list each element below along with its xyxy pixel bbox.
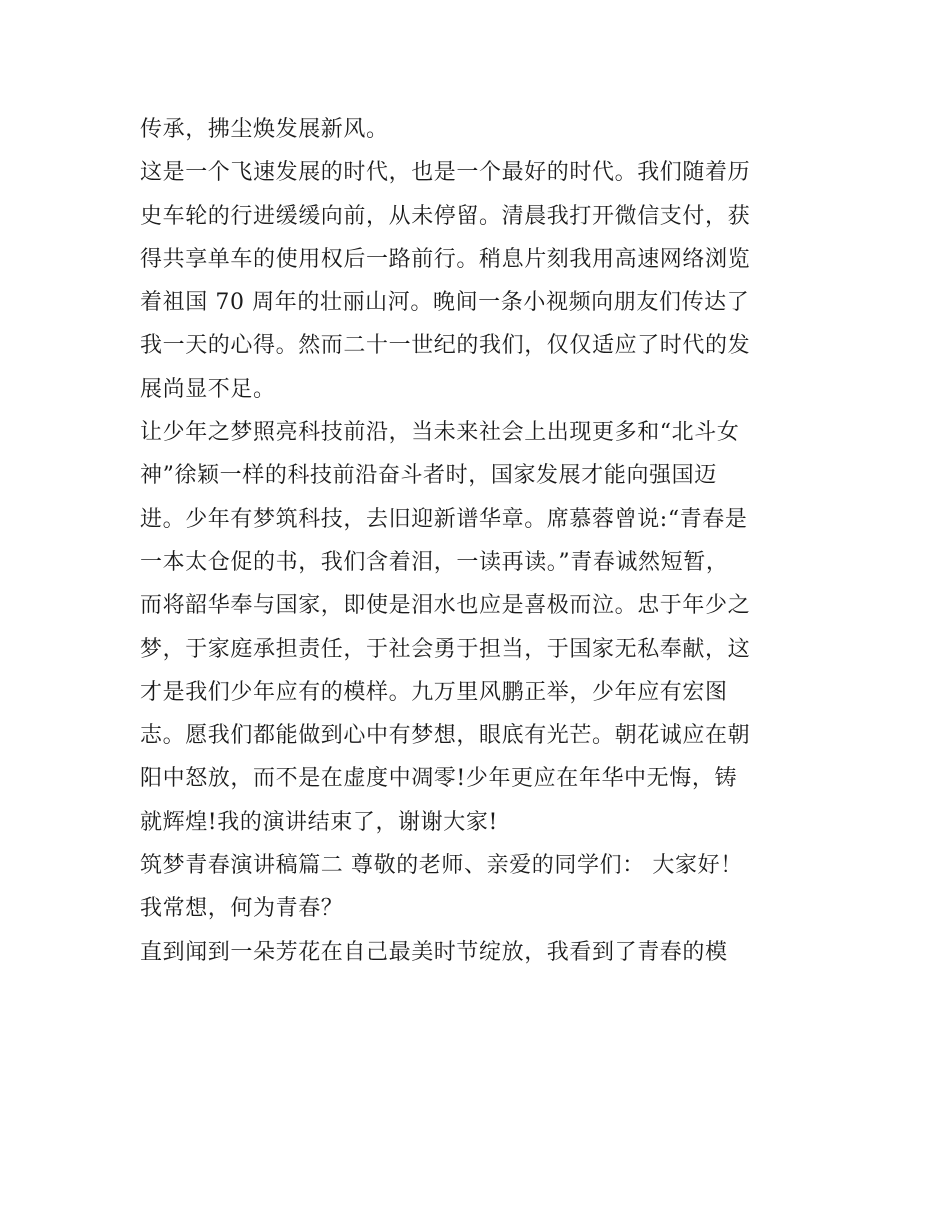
text-line: 这是一个飞速发展的时代，也是一个最好的时代。我们随着历 <box>140 160 751 186</box>
text-line: 让少年之梦照亮科技前沿，当未来社会上出现更多和“北斗女 <box>140 420 740 446</box>
text-line: 着祖国 70 周年的壮丽山河。晚间一条小视频向朋友们传达了 <box>140 290 750 316</box>
text-line: 传承，拂尘焕发展新风。 <box>140 117 389 142</box>
text-line: 就辉煌!我的演讲结束了，谢谢大家! <box>140 809 498 835</box>
text-line: 我常想，何为青春？ <box>140 896 344 922</box>
text-line: 梦，于家庭承担责任，于社会勇于担当，于国家无私奉献，这 <box>140 636 751 662</box>
text-line: 得共享单车的使用权后一路前行。稍息片刻我用高速网络浏览 <box>140 246 751 272</box>
text-line: 才是我们少年应有的模样。九万里风鹏正举，少年应有宏图 <box>140 679 728 705</box>
text-line: 进。少年有梦筑科技，去旧迎新谱华章。席慕蓉曾说:“青春是 <box>140 506 748 532</box>
text-line: 我一天的心得。然而二十一世纪的我们，仅仅适应了时代的发 <box>140 333 751 359</box>
text-line: 神”徐颖一样的科技前沿奋斗者时，国家发展才能向强国迈 <box>140 463 717 489</box>
text-line: 史车轮的行进缓缓向前，从未停留。清晨我打开微信支付，获 <box>140 203 751 229</box>
text-line: 直到闻到一朵芳花在自己最美时节绽放，我看到了青春的模 <box>140 939 728 965</box>
text-line: 展尚显不足。 <box>140 376 276 402</box>
text-line: 一本太仓促的书，我们含着泪，一读再读。”青春诚然短暂， <box>140 549 729 575</box>
document-body <box>140 108 820 974</box>
text-line: 阳中怒放，而不是在虚度中凋零!少年更应在年华中无悔，铸 <box>140 766 738 792</box>
text-line: 而将韶华奉与国家，即使是泪水也应是喜极而泣。忠于年少之 <box>140 593 751 619</box>
section-heading: 筑梦青春演讲稿篇二 尊敬的老师、亲爱的同学们： 大家好！ <box>140 853 743 879</box>
text-line: 志。愿我们都能做到心中有梦想，眼底有光芒。朝花诚应在朝 <box>140 723 751 749</box>
